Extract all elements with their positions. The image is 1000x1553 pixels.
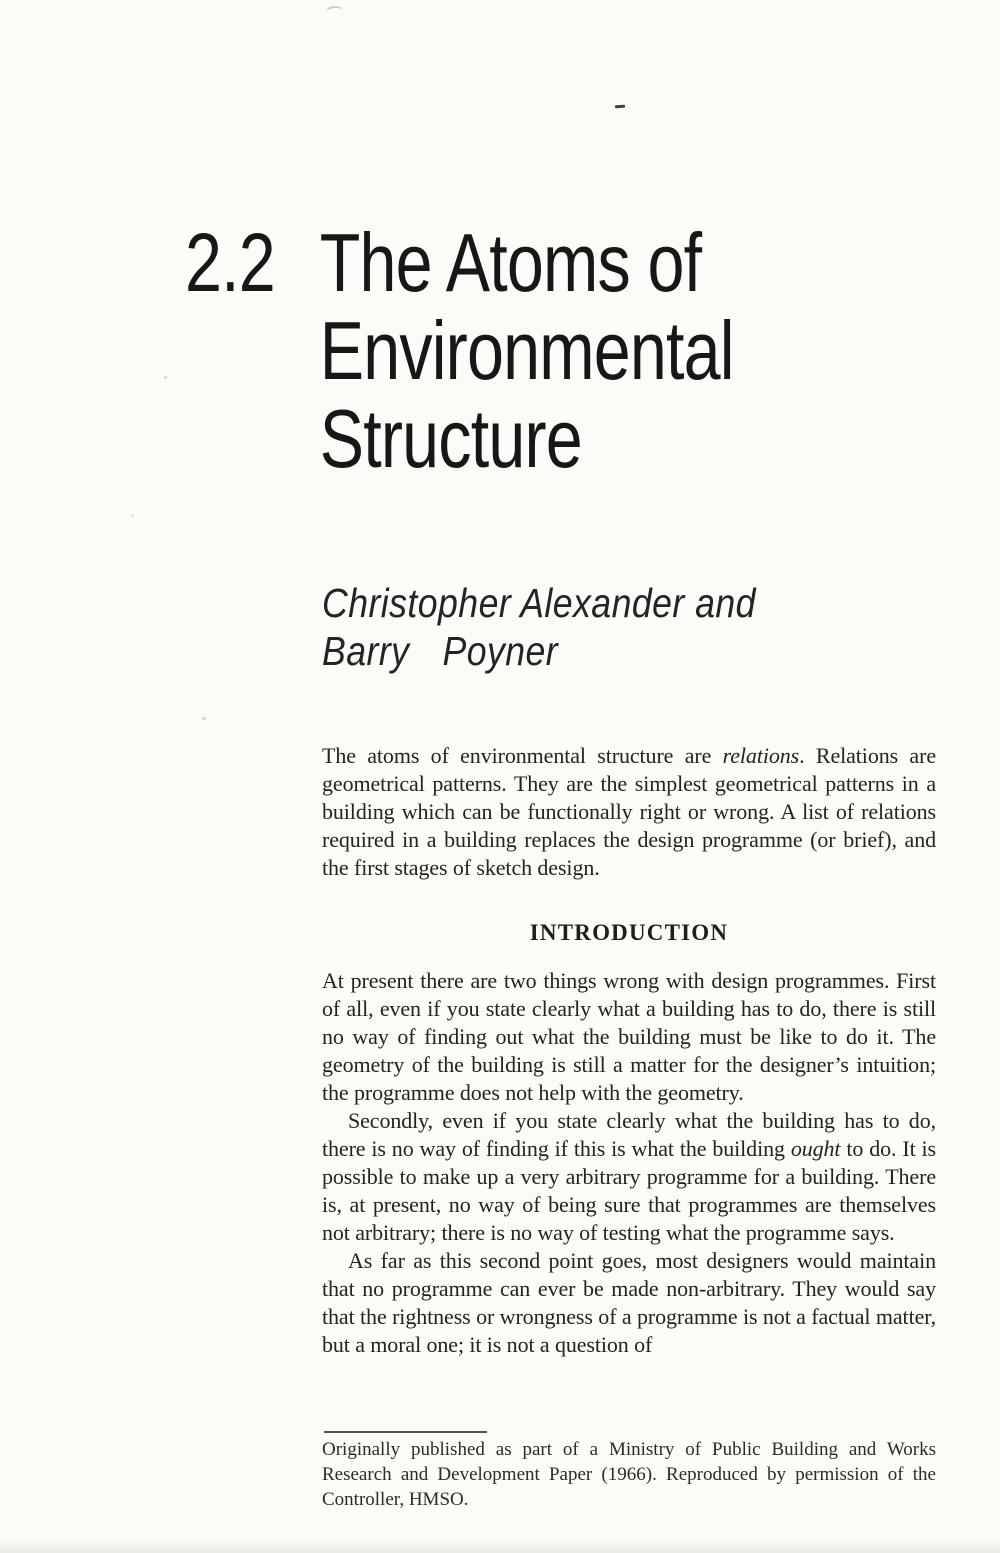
author-line: Christopher Alexander and [322,580,756,626]
abstract-text: The atoms of environmental structure are [322,743,723,768]
chapter-title-line: Environmental [319,304,734,397]
chapter-title-line: The Atoms of [319,216,702,309]
body-paragraph: As far as this second point goes, most designers would maintain that no programme can ever be made non-arbitrary. They would say that the rightness or wrongness of a programme is not a factual matter, but a moral one; it is not a question of [322,1248,936,1357]
paper-speck [202,717,206,720]
author-last-name: Poyner [442,628,559,674]
abstract-italic-word: relations [722,743,800,768]
authors [322,579,756,675]
chapter-title-line: Structure [319,392,582,485]
introduction-body [322,967,936,1359]
footnote-text: Originally published as part of a Ministry of Public Building and Works Research and Development Paper (1966). Reproduced by permission of the Controller, HMSO. [322,1439,936,1510]
paragraph-text: Secondly, even if you state clearly what the building has to do, there is no way of finding if this is what the building [322,1108,936,1161]
chapter-title [319,216,734,485]
paper-speck [164,376,167,379]
paper-speck [131,514,134,517]
paragraph-text: to do. It is possible to make up a very arbitrary programme for a building. There is, at present, no way of being sure that programmes are themselves not arbitrary; there is no way of testing what the programme says. [322,1136,936,1245]
body-paragraph [322,1107,936,1247]
paragraph-italic-word: ought [790,1136,841,1161]
section-number: 2.2 [185,216,275,309]
author-first-name: Barry [322,628,410,674]
section-heading-introduction: INTRODUCTION [529,920,729,945]
footnote-rule [324,1431,487,1433]
author-line [322,627,756,675]
chapter-heading [185,216,734,485]
body-paragraph: At present there are two things wrong with design programmes. First of all, even if you state clearly what a building has to do, there is still no way of finding out what the building must be like to do it. The geometry of the building is still a matter for the designer’s intuition; the programme does not help with the geometry. [322,968,936,1105]
ink-dash-mark [615,105,625,109]
abstract-text: . Relations are geometrical patterns. They are the simplest geometrical patterns in a building which can be functionally right or wrong. A list of relations required in a building replaces the design programme (or brief), and the first stages of sketch design. [322,743,936,880]
abstract-paragraph [322,742,936,882]
pencil-mark [325,5,343,18]
footnote [322,1431,936,1512]
